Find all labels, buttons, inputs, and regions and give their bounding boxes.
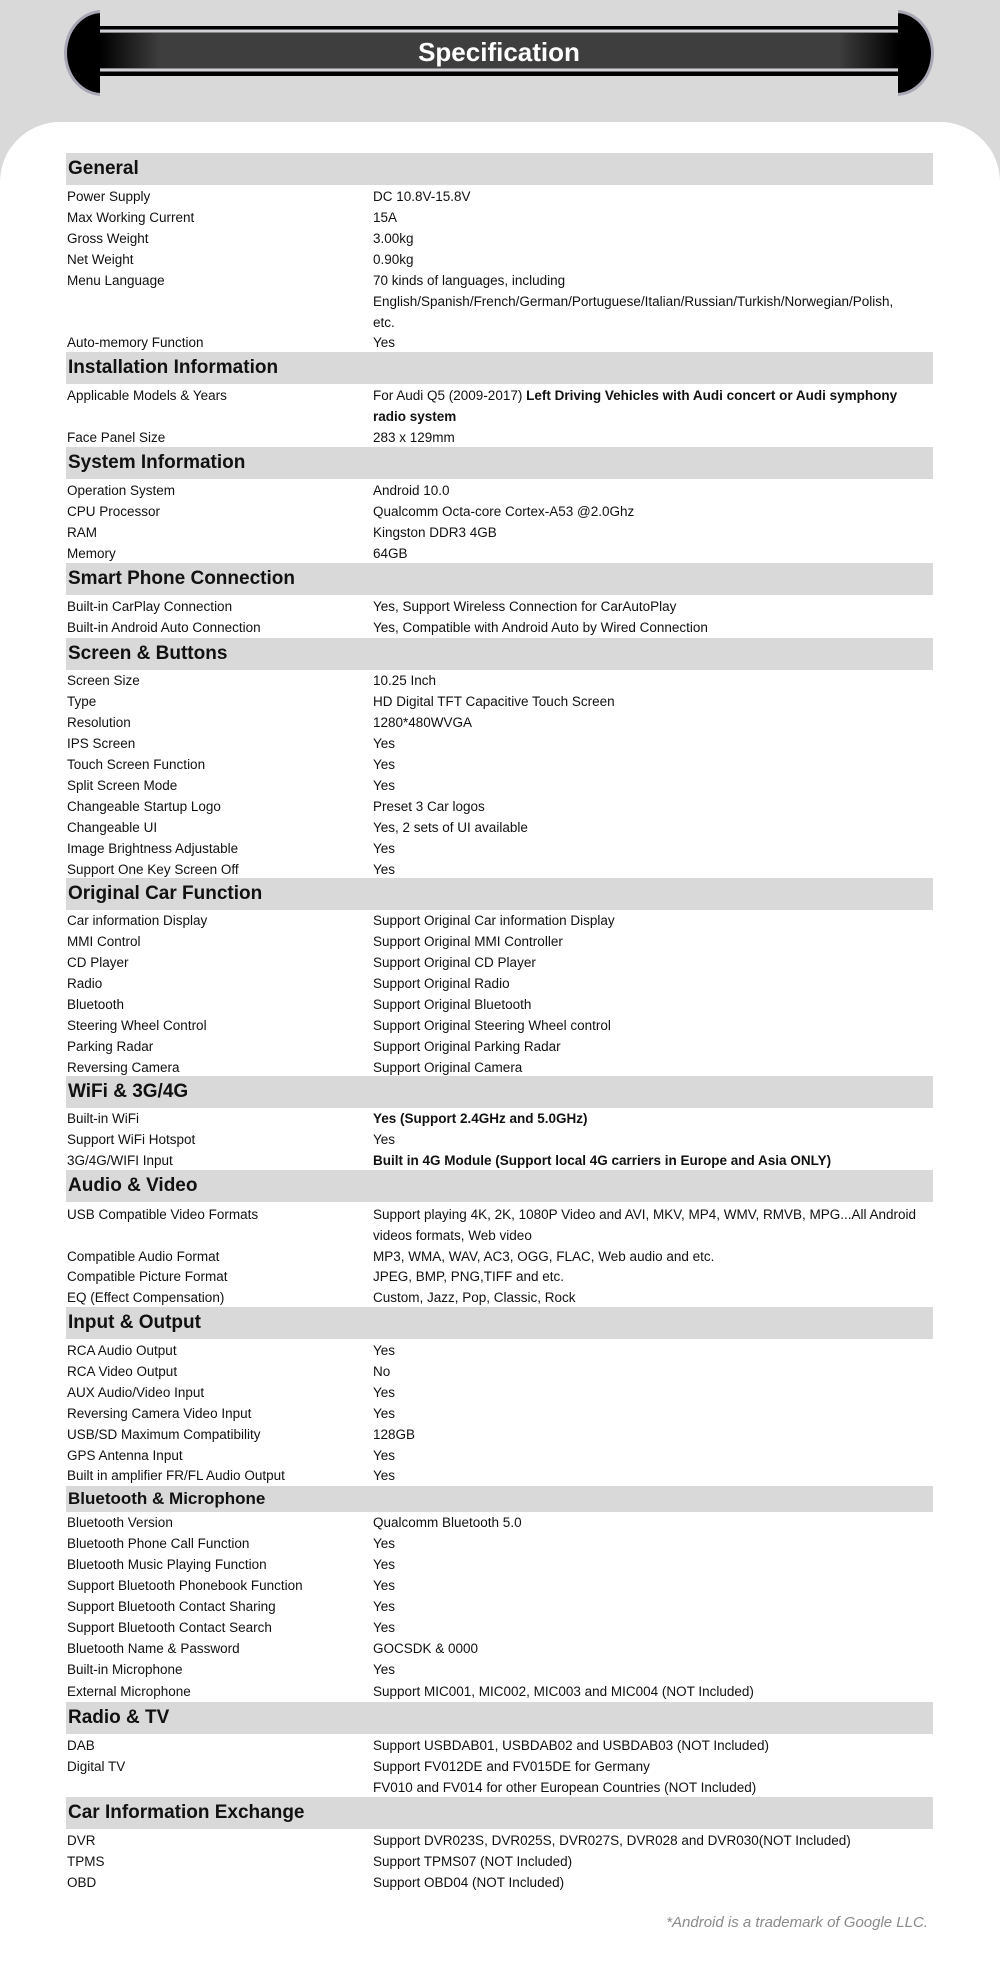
spec-value: Yes bbox=[373, 1406, 396, 1421]
spec-label: Reversing Camera Video Input bbox=[67, 1406, 252, 1421]
spec-value: Support Original Bluetooth bbox=[373, 997, 532, 1012]
spec-value: Yes bbox=[373, 1557, 396, 1572]
spec-label: Car information Display bbox=[67, 913, 208, 928]
spec-label: Built-in CarPlay Connection bbox=[67, 599, 233, 614]
spec-label: Changeable Startup Logo bbox=[67, 799, 221, 814]
spec-label: Support WiFi Hotspot bbox=[67, 1132, 196, 1147]
spec-label: Memory bbox=[67, 546, 116, 561]
spec-label: Bluetooth Version bbox=[67, 1515, 173, 1530]
spec-value: 15A bbox=[373, 210, 398, 225]
spec-value: Yes bbox=[373, 1343, 396, 1358]
spec-value: 283 x 129mm bbox=[373, 430, 455, 445]
section-header-bluetooth-microphone: Bluetooth & Microphone bbox=[66, 1486, 933, 1512]
spec-value: 0.90kg bbox=[373, 252, 414, 267]
spec-value bbox=[373, 1756, 933, 1798]
spec-value: Yes bbox=[373, 841, 396, 856]
spec-label: Max Working Current bbox=[67, 210, 195, 225]
spec-value-line: Support FV012DE and FV015DE for Germany bbox=[373, 1759, 650, 1774]
section-header-audio-video: Audio & Video bbox=[66, 1170, 933, 1202]
spec-label: Split Screen Mode bbox=[67, 778, 178, 793]
spec-label: Radio bbox=[67, 976, 103, 991]
section-header-installation: Installation Information bbox=[66, 352, 933, 384]
spec-value: JPEG, BMP, PNG,TIFF and etc. bbox=[373, 1269, 565, 1284]
section-header-smart-phone: Smart Phone Connection bbox=[66, 563, 933, 595]
spec-label: RCA Audio Output bbox=[67, 1343, 177, 1358]
section-header-general: General bbox=[66, 153, 933, 185]
spec-label: Reversing Camera bbox=[67, 1060, 180, 1075]
spec-label: CD Player bbox=[67, 955, 129, 970]
spec-row bbox=[66, 270, 933, 333]
spec-value: Yes bbox=[373, 1620, 396, 1635]
spec-label: Compatible Audio Format bbox=[67, 1249, 220, 1264]
spec-value: Yes bbox=[373, 862, 396, 877]
spec-label: OBD bbox=[67, 1875, 97, 1890]
spec-value: Qualcomm Bluetooth 5.0 bbox=[373, 1515, 522, 1530]
spec-value: Support TPMS07 (NOT Included) bbox=[373, 1854, 573, 1869]
spec-label: Support Bluetooth Contact Sharing bbox=[67, 1599, 276, 1614]
spec-label: Compatible Picture Format bbox=[67, 1269, 228, 1284]
page-title: Specification bbox=[418, 37, 580, 67]
spec-value-line: Support playing 4K, 2K, 1080P Video and AVI, MKV, MP4, WMV, RMVB, MPG...All Android bbox=[373, 1207, 917, 1222]
section-header-original-car-function: Original Car Function bbox=[66, 878, 933, 910]
spec-value: Preset 3 Car logos bbox=[373, 799, 485, 814]
spec-label: Face Panel Size bbox=[67, 430, 166, 445]
spec-value: Support USBDAB01, USBDAB02 and USBDAB03 (NOT Included) bbox=[373, 1738, 769, 1753]
spec-value: HD Digital TFT Capacitive Touch Screen bbox=[373, 694, 615, 709]
spec-value-line: English/Spanish/French/German/Portuguese/Italian/Russian/Turkish/Norwegian/Polish, bbox=[373, 294, 894, 309]
spec-value: Support DVR023S, DVR025S, DVR027S, DVR028 and DVR030(NOT Included) bbox=[373, 1833, 851, 1848]
spec-label: USB/SD Maximum Compatibility bbox=[67, 1427, 261, 1442]
spec-value: 10.25 Inch bbox=[373, 673, 437, 688]
spec-label: EQ (Effect Compensation) bbox=[67, 1290, 225, 1305]
spec-label: AUX Audio/Video Input bbox=[67, 1385, 205, 1400]
spec-label: Type bbox=[67, 694, 97, 709]
spec-value: Yes bbox=[373, 1599, 396, 1614]
spec-value: DC 10.8V-15.8V bbox=[373, 189, 471, 204]
spec-value: Support Original Camera bbox=[373, 1060, 523, 1075]
spec-label: Support Bluetooth Contact Search bbox=[67, 1620, 272, 1635]
spec-value: Support Original Parking Radar bbox=[373, 1039, 561, 1054]
spec-value: GOCSDK & 0000 bbox=[373, 1641, 479, 1656]
spec-value: Yes bbox=[373, 1448, 396, 1463]
spec-label: Built-in Microphone bbox=[67, 1662, 183, 1677]
spec-label: Resolution bbox=[67, 715, 131, 730]
spec-value-line: videos formats, Web video bbox=[373, 1228, 532, 1243]
section-header-radio-tv: Radio & TV bbox=[66, 1702, 933, 1734]
spec-label: Net Weight bbox=[67, 252, 134, 267]
spec-label: USB Compatible Video Formats bbox=[67, 1207, 259, 1222]
spec-label: Bluetooth Name & Password bbox=[67, 1641, 240, 1656]
spec-label: Changeable UI bbox=[67, 820, 158, 835]
spec-value: Support Original Radio bbox=[373, 976, 510, 991]
spec-label: Auto-memory Function bbox=[67, 335, 204, 350]
spec-value: Kingston DDR3 4GB bbox=[373, 525, 497, 540]
spec-label: Built in amplifier FR/FL Audio Output bbox=[67, 1468, 285, 1483]
section-header-wifi: WiFi & 3G/4G bbox=[66, 1076, 933, 1108]
spec-value bbox=[373, 1204, 933, 1246]
spec-value: Yes bbox=[373, 1132, 396, 1147]
section-header-screen-buttons: Screen & Buttons bbox=[66, 638, 933, 670]
spec-label: DVR bbox=[67, 1833, 96, 1848]
spec-label: 3G/4G/WIFI Input bbox=[67, 1153, 173, 1168]
spec-value: 128GB bbox=[373, 1427, 416, 1442]
spec-value: Yes, Support Wireless Connection for CarAutoPlay bbox=[373, 599, 677, 614]
spec-row bbox=[66, 1204, 933, 1246]
spec-label: Steering Wheel Control bbox=[67, 1018, 207, 1033]
spec-value: Yes bbox=[373, 1662, 396, 1677]
spec-value: Yes bbox=[373, 778, 396, 793]
spec-label: Bluetooth Music Playing Function bbox=[67, 1557, 267, 1572]
spec-value: Support MIC001, MIC002, MIC003 and MIC004 (NOT Included) bbox=[373, 1684, 754, 1699]
spec-value: Android 10.0 bbox=[373, 483, 450, 498]
spec-label: RCA Video Output bbox=[67, 1364, 178, 1379]
spec-value: Support OBD04 (NOT Included) bbox=[373, 1875, 565, 1890]
spec-value: 1280*480WVGA bbox=[373, 715, 473, 730]
spec-value: MP3, WMA, WAV, AC3, OGG, FLAC, Web audio and etc. bbox=[373, 1249, 715, 1264]
spec-value bbox=[373, 385, 933, 427]
spec-value: Support Original Steering Wheel control bbox=[373, 1018, 611, 1033]
spec-label: DAB bbox=[67, 1738, 95, 1753]
section-header-input-output: Input & Output bbox=[66, 1307, 933, 1339]
spec-value-line: 70 kinds of languages, including bbox=[373, 273, 566, 288]
spec-value: Custom, Jazz, Pop, Classic, Rock bbox=[373, 1290, 576, 1305]
spec-value-bold: Left Driving Vehicles with Audi concert or Audi symphony bbox=[526, 388, 898, 403]
spec-value: 64GB bbox=[373, 546, 408, 561]
spec-value: Yes bbox=[373, 1578, 396, 1593]
spec-value: Yes bbox=[373, 1536, 396, 1551]
spec-row bbox=[66, 385, 933, 427]
spec-label: Screen Size bbox=[67, 673, 140, 688]
spec-value bbox=[373, 270, 933, 333]
spec-label: Image Brightness Adjustable bbox=[67, 841, 239, 856]
spec-value-line: FV010 and FV014 for other European Countries (NOT Included) bbox=[373, 1780, 757, 1795]
spec-label: RAM bbox=[67, 525, 97, 540]
spec-value: Yes bbox=[373, 736, 396, 751]
spec-row bbox=[66, 1756, 933, 1798]
spec-label: Built-in Android Auto Connection bbox=[67, 620, 261, 635]
spec-value: Built in 4G Module (Support local 4G carriers in Europe and Asia ONLY) bbox=[373, 1153, 832, 1168]
section-header-system: System Information bbox=[66, 447, 933, 479]
spec-value-line: etc. bbox=[373, 315, 395, 330]
spec-value-line bbox=[373, 385, 933, 406]
spec-label: IPS Screen bbox=[67, 736, 136, 751]
spec-value: Yes bbox=[373, 757, 396, 772]
section-header-car-information-exchange: Car Information Exchange bbox=[66, 1797, 933, 1829]
spec-label: Support One Key Screen Off bbox=[67, 862, 239, 877]
spec-label: GPS Antenna Input bbox=[67, 1448, 183, 1463]
spec-label: Bluetooth bbox=[67, 997, 125, 1012]
spec-value: Yes, Compatible with Android Auto by Wired Connection bbox=[373, 620, 708, 635]
spec-value: Qualcomm Octa-core Cortex-A53 @2.0Ghz bbox=[373, 504, 635, 519]
spec-label: Parking Radar bbox=[67, 1039, 154, 1054]
spec-label: Support Bluetooth Phonebook Function bbox=[67, 1578, 303, 1593]
spec-label: CPU Processor bbox=[67, 504, 161, 519]
spec-value: Support Original Car information Display bbox=[373, 913, 615, 928]
spec-value: Yes bbox=[373, 1468, 396, 1483]
spec-label: Digital TV bbox=[67, 1759, 126, 1774]
spec-value: Yes (Support 2.4GHz and 5.0GHz) bbox=[373, 1111, 588, 1126]
spec-label: External Microphone bbox=[67, 1684, 191, 1699]
spec-value-bold: radio system bbox=[373, 409, 457, 424]
spec-label: Gross Weight bbox=[67, 231, 149, 246]
specification-banner bbox=[64, 10, 934, 90]
spec-label: Touch Screen Function bbox=[67, 757, 206, 772]
spec-value: Yes bbox=[373, 1385, 396, 1400]
spec-label: Operation System bbox=[67, 483, 176, 498]
spec-label: Applicable Models & Years bbox=[67, 388, 227, 403]
spec-label: TPMS bbox=[67, 1854, 105, 1869]
spec-label: Bluetooth Phone Call Function bbox=[67, 1536, 250, 1551]
spec-value: Yes, 2 sets of UI available bbox=[373, 820, 528, 835]
spec-label: MMI Control bbox=[67, 934, 141, 949]
spec-value: Support Original MMI Controller bbox=[373, 934, 563, 949]
spec-value: No bbox=[373, 1364, 391, 1379]
spec-label: Menu Language bbox=[67, 273, 165, 288]
spec-value-prefix: For Audi Q5 (2009-2017) bbox=[373, 388, 527, 403]
trademark-footnote: *Android is a trademark of Google LLC. bbox=[666, 1914, 928, 1931]
spec-value: Support Original CD Player bbox=[373, 955, 536, 970]
spec-label: Power Supply bbox=[67, 189, 151, 204]
spec-value: 3.00kg bbox=[373, 231, 414, 246]
spec-value: Yes bbox=[373, 335, 396, 350]
spec-label: Built-in WiFi bbox=[67, 1111, 140, 1126]
